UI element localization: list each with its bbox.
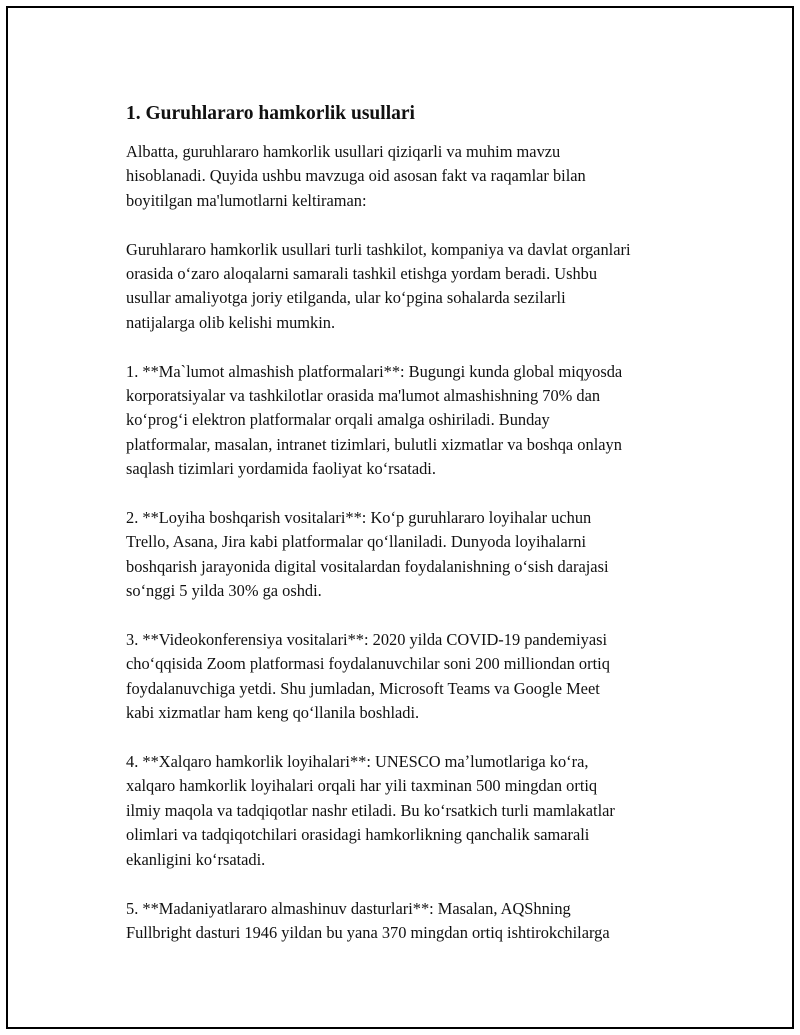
text-line: Guruhlararo hamkorlik usullari turli tashkilot, kompaniya va davlat organlari [126, 239, 631, 259]
list-item-2 [126, 506, 701, 604]
text-line: korporatsiyalar va tashkilotlar orasida ma'lumot almashishning 70% dan [126, 386, 601, 406]
text-line: natijalarga olib kelishi mumkin. [126, 312, 336, 332]
text-line: 3. **Videokonferensiya vositalari**: 2020 yilda COVID-19 pandemiyasi [126, 630, 608, 650]
text-line: olimlari va tadqiqotchilari orasidagi hamkorlikning qanchalik samarali [126, 825, 590, 845]
text-line: choʻqqisida Zoom platformasi foydalanuvchilar soni 200 milliondan ortiq [126, 654, 610, 674]
text-line: kabi xizmatlar ham keng qoʻllanila boshladi. [126, 703, 420, 723]
section-heading: 1. Guruhlararo hamkorlik usullari [126, 103, 415, 124]
text-line: Trello, Asana, Jira kabi platformalar qoʻllaniladi. Dunyoda loyihalarni [126, 532, 587, 552]
text-line: boshqarish jarayonida digital vositalardan foydalanishning oʻsish darajasi [126, 556, 609, 576]
text-line: ekanligini koʻrsatadi. [126, 849, 266, 869]
text-line: ilmiy maqola va tadqiqotlar nashr etiladi. Bu koʻrsatkich turli mamlakatlar [126, 800, 615, 820]
overview-paragraph [126, 238, 701, 336]
list-item-1 [126, 360, 701, 482]
text-line: boyitilgan ma'lumotlarni keltiraman: [126, 190, 367, 210]
list-item-4 [126, 750, 701, 872]
text-line: foydalanuvchiga yetdi. Shu jumladan, Microsoft Teams va Google Meet [126, 678, 600, 698]
list-item-3 [126, 628, 701, 726]
text-line: 5. **Madaniyatlararo almashinuv dasturlari**: Masalan, AQShning [126, 898, 571, 918]
text-line: koʻprogʻi elektron platformalar orqali amalga oshiriladi. Bunday [126, 410, 550, 430]
text-line: saqlash tizimlari yordamida faoliyat koʻrsatadi. [126, 459, 436, 479]
text-line: 4. **Xalqaro hamkorlik loyihalari**: UNESCO maʼlumotlariga koʻra, [126, 752, 589, 772]
text-line: soʻnggi 5 yilda 30% ga oshdi. [126, 581, 322, 601]
intro-paragraph [126, 140, 701, 213]
text-line: 2. **Loyiha boshqarish vositalari**: Koʻp guruhlararo loyihalar uchun [126, 508, 592, 528]
text-line: Fullbright dasturi 1946 yildan bu yana 370 mingdan ortiq ishtirokchilarga [126, 922, 610, 942]
list-item-5 [126, 897, 701, 946]
document-body [126, 100, 701, 945]
text-line: Albatta, guruhlararo hamkorlik usullari qiziqarli va muhim mavzu [126, 142, 561, 161]
text-line: xalqaro hamkorlik loyihalari orqali har yili taxminan 500 mingdan ortiq [126, 776, 598, 796]
text-line: platformalar, masalan, intranet tizimlari, bulutli xizmatlar va boshqa onlayn [126, 434, 622, 454]
text-line: 1. **Ma`lumot almashish platformalari**: Bugungi kunda global miqyosda [126, 361, 623, 381]
text-line: hisoblanadi. Quyida ushbu mavzuga oid asosan fakt va raqamlar bilan [126, 166, 586, 186]
text-line: orasida oʻzaro aloqalarni samarali tashkil etishga yordam beradi. Ushbu [126, 264, 598, 284]
text-line: usullar amaliyotga joriy etilganda, ular koʻpgina sohalarda sezilarli [126, 288, 566, 308]
page-frame [6, 6, 794, 1029]
